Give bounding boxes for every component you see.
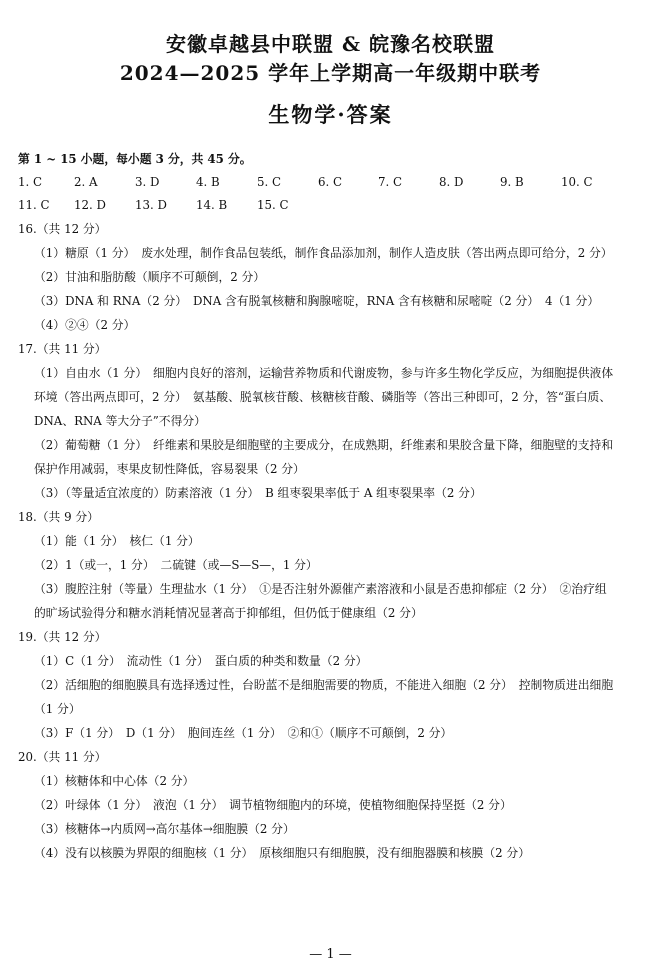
q19-3: （3）F（1 分） D（1 分） 胞间连丝（1 分） ②和①（顺序不可颠倒，2 分） [34, 726, 453, 740]
q19-1: （1）C（1 分） 流动性（1 分） 蛋白质的种类和数量（2 分） [34, 654, 368, 668]
q16-3: （3）DNA 和 RNA（2 分） DNA 含有脱氧核糖和胸腺嘧啶，RNA 含有核糖和尿嘧啶（2 分） 4（1 分） [34, 294, 600, 308]
q16-4: （4）②④（2 分） [34, 318, 136, 332]
answer-item: 2. A [74, 175, 98, 189]
q16-2: （2）甘油和脂肪酸（顺序不可颠倒，2 分） [34, 270, 266, 284]
q20-2: （2）叶绿体（1 分） 液泡（1 分） 调节植物细胞内的环境，使植物细胞保持坚挺（2 分） [34, 798, 512, 812]
q20-3: （3）核糖体→内质网→高尔基体→细胞膜（2 分） [34, 822, 295, 836]
q20-1: （1）核糖体和中心体（2 分） [34, 774, 195, 788]
q18-1: （1）能（1 分） 核仁（1 分） [34, 534, 200, 548]
q17-1-line2: 环境（答出两点即可，2 分） 氨基酸、脱氧核苷酸、核糖核苷酸、磷脂等（答出三种即可，2 分，答“蛋白质、 [34, 390, 612, 404]
q17-2-line1: （2）葡萄糖（1 分） 纤维素和果胶是细胞壁的主要成分，在成熟期，纤维素和果胶含量下降，细胞壁的支持和 [34, 438, 614, 452]
doc-title-line2: 2024—2025 学年上学期高一年级期中联考 [119, 61, 542, 85]
q17-1-line3: DNA、RNA 等大分子”不得分） [34, 414, 206, 428]
answer-item: 12. D [74, 198, 106, 212]
answer-item: 7. C [378, 175, 403, 189]
answer-item: 1. C [18, 175, 43, 189]
q16-1: （1）糖原（1 分） 废水处理，制作食品包装纸，制作食品添加剂，制作人造皮肤（答出两点即可给分，2 分） [34, 246, 613, 260]
q17-heading: 17.（共 11 分） [18, 342, 107, 356]
q17-2-line2: 保护作用减弱，枣果皮韧性降低，容易裂果（2 分） [34, 462, 305, 476]
q16-heading: 16.（共 12 分） [18, 222, 107, 236]
answer-item: 15. C [257, 198, 289, 212]
doc-subject-title: 生物学·答案 [268, 102, 393, 127]
q18-3-line1: （3）腹腔注射（等量）生理盐水（1 分） ①是否注射外源催产素溶液和小鼠是否患抑郁症（2 分） ②治疗组 [34, 582, 607, 596]
q18-heading: 18.（共 9 分） [18, 510, 99, 524]
answer-item: 8. D [439, 175, 464, 189]
q20-4: （4）没有以核膜为界限的细胞核（1 分） 原核细胞只有细胞膜，没有细胞器膜和核膜（2 分） [34, 846, 530, 860]
page-number: — 1 — [309, 947, 352, 962]
answer-item: 4. B [196, 175, 220, 189]
answer-item: 6. C [318, 175, 343, 189]
answer-item: 10. C [561, 175, 593, 189]
q19-heading: 19.（共 12 分） [18, 630, 107, 644]
answer-item: 11. C [18, 198, 50, 212]
answer-item: 9. B [500, 175, 524, 189]
answer-item: 3. D [135, 175, 160, 189]
answer-item: 13. D [135, 198, 167, 212]
answer-item: 14. B [196, 198, 228, 212]
answer-item: 5. C [257, 175, 282, 189]
doc-title-line1: 安徽卓越县中联盟 & 皖豫名校联盟 [166, 32, 495, 56]
q18-3-line2: 的旷场试验得分和糖水消耗情况显著高于抑郁组，但仍低于健康组（2 分） [34, 606, 423, 620]
q19-2-line1: （2）活细胞的细胞膜具有选择透过性，台盼蓝不是细胞需要的物质，不能进入细胞（2 分） 控制物质进出细胞 [34, 678, 614, 692]
q20-heading: 20.（共 11 分） [18, 750, 107, 764]
mc-intro: 第 1 ~ 15 小题，每小题 3 分，共 45 分。 [18, 152, 252, 166]
q18-2: （2）1（或一，1 分） 二硫键（或—S—S—，1 分） [34, 558, 318, 572]
q17-1-line1: （1）自由水（1 分） 细胞内良好的溶剂，运输营养物质和代谢废物，参与许多生物化学反应，为细胞提供液体 [34, 366, 614, 380]
q19-2-line2: （1 分） [34, 702, 81, 716]
q17-3: （3）（等量适宜浓度的）防素溶液（1 分） B 组枣裂果率低于 A 组枣裂果率（2 分） [34, 486, 482, 500]
